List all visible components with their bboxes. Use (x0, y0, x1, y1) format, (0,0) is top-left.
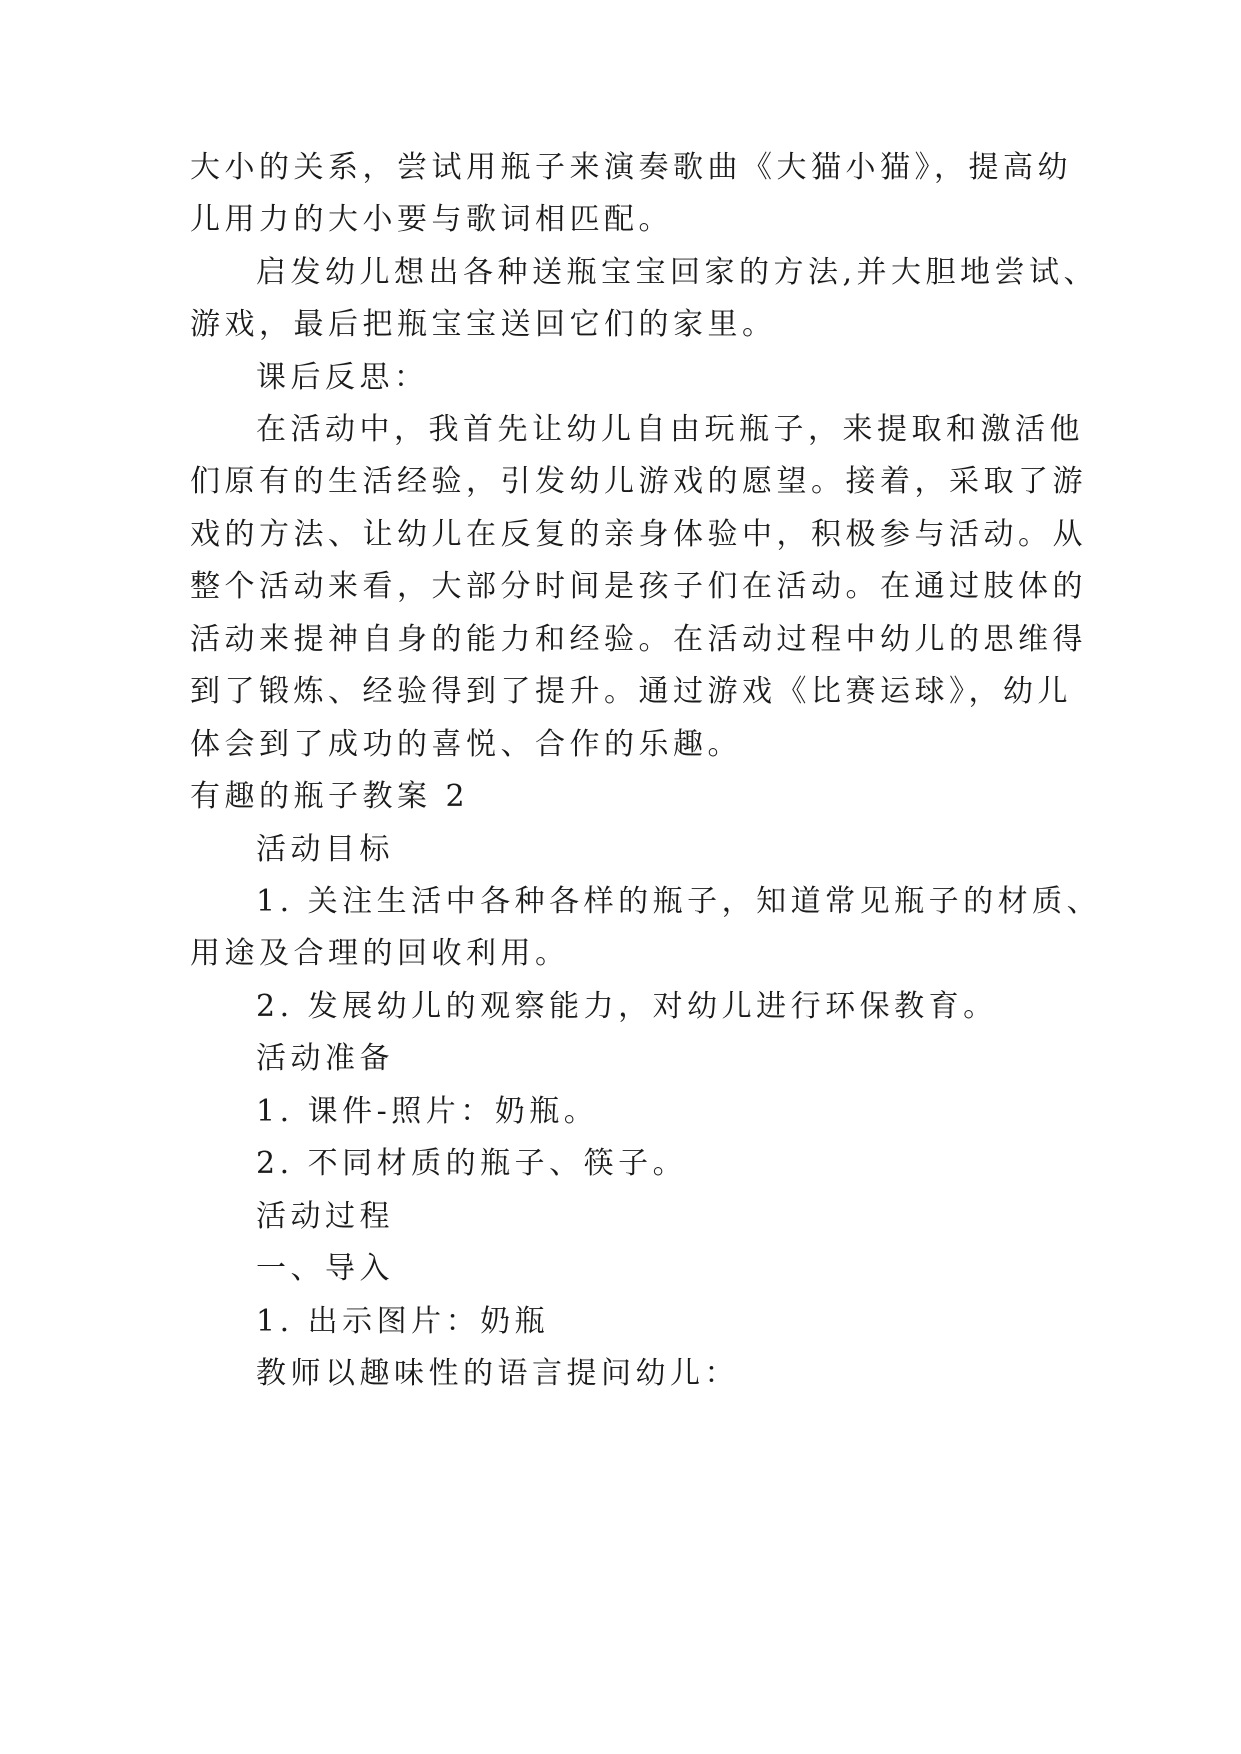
paragraph-line: 们原有的生活经验，引发幼儿游戏的愿望。接着，采取了游 (190, 464, 1087, 499)
list-item: 1. 出示图片：奶瓶 (256, 1304, 550, 1339)
paragraph-line: 儿用力的大小要与歌词相匹配。 (190, 202, 673, 237)
paragraph-line: 游戏，最后把瓶宝宝送回它们的家里。 (190, 307, 777, 342)
list-item: 2. 发展幼儿的观察能力，对幼儿进行环保教育。 (256, 989, 998, 1024)
section-heading: 一、导入 (256, 1251, 394, 1286)
document-title: 有趣的瓶子教案 2 (190, 779, 470, 814)
list-item: 1. 课件-照片：奶瓶。 (256, 1094, 599, 1129)
paragraph-line: 活动来提神自身的能力和经验。在活动过程中幼儿的思维得 (190, 622, 1087, 657)
list-item: 1. 关注生活中各种各样的瓶子，知道常见瓶子的材质、 (256, 884, 1102, 919)
paragraph-line: 教师以趣味性的语言提问幼儿： (256, 1356, 739, 1391)
paragraph-line: 在活动中，我首先让幼儿自由玩瓶子，来提取和激活他 (256, 412, 1084, 447)
paragraph-line: 启发幼儿想出各种送瓶宝宝回家的方法,并大胆地尝试、 (256, 255, 1099, 290)
list-item: 2. 不同材质的瓶子、筷子。 (256, 1146, 688, 1181)
section-heading: 活动过程 (256, 1199, 394, 1234)
paragraph-line: 大小的关系，尝试用瓶子来演奏歌曲《大猫小猫》，提高幼 (190, 150, 1072, 185)
section-heading: 课后反思： (256, 360, 429, 395)
section-heading: 活动目标 (256, 832, 394, 867)
paragraph-line: 体会到了成功的喜悦、合作的乐趣。 (190, 727, 742, 762)
paragraph-line: 整个活动来看，大部分时间是孩子们在活动。在通过肢体的 (190, 569, 1087, 604)
section-heading: 活动准备 (256, 1041, 394, 1076)
paragraph-line: 到了锻炼、经验得到了提升。通过游戏《比赛运球》，幼儿 (190, 674, 1072, 709)
paragraph-line: 用途及合理的回收利用。 (190, 936, 570, 971)
paragraph-line: 戏的方法、让幼儿在反复的亲身体验中，积极参与活动。从 (190, 517, 1087, 552)
